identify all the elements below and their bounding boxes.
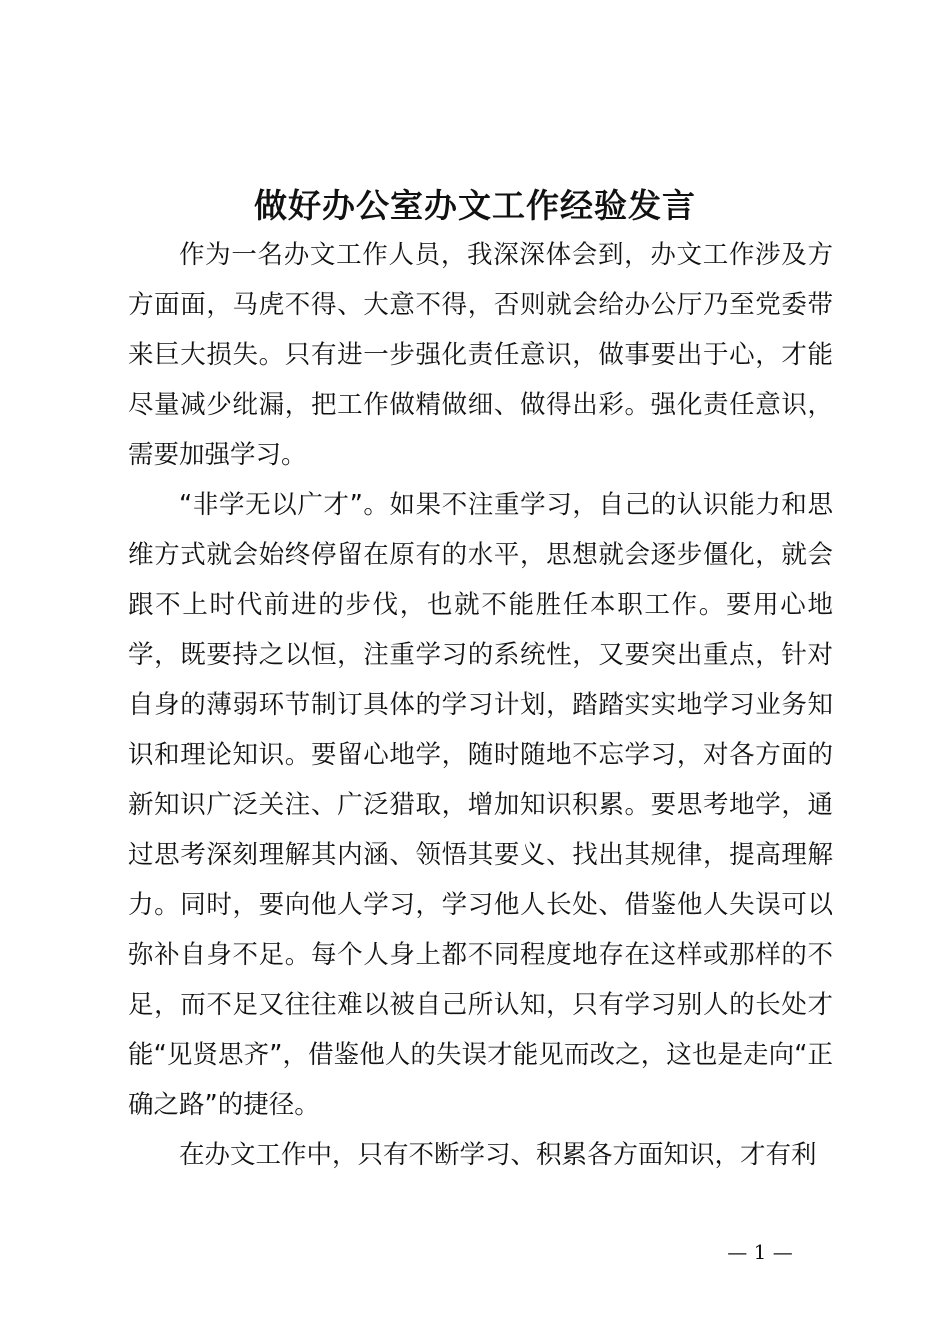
page-number: — 1 —: [727, 1240, 793, 1264]
document-body: [128, 230, 833, 1180]
paragraph-2: “非学无以广才”。如果不注重学习，自己的认识能力和思维方式就会始终停留在原有的水平，思想就会逐步僵化，就会跟不上时代前进的步伐，也就不能胜任本职工作。要用心地学，既要持之以恒，注重学习的系统性，又要突出重点，针对自身的薄弱环节制订具体的学习计划，踏踏实实地学习业务知识和理论知识。要留心地学，随时随地不忘学习，对各方面的新知识广泛关注、广泛猎取，增加知识积累。要思考地学，通过思考深刻理解其内涵、领悟其要义、找出其规律，提高理解力。同时，要向他人学习，学习他人长处、借鉴他人失误可以弥补自身不足。每个人身上都不同程度地存在这样或那样的不足，而不足又往往难以被自己所认知，只有学习别人的长处才能“见贤思齐”，借鉴他人的失误才能见而改之，这也是走向“正确之路”的捷径。: [128, 490, 833, 1120]
paragraph-3: 在办文工作中，只有不断学习、积累各方面知识，才有利: [179, 1140, 817, 1170]
paragraph-1: 作为一名办文工作人员，我深深体会到，办文工作涉及方方面面，马虎不得、大意不得，否则就会给办公厅乃至党委带来巨大损失。只有进一步强化责任意识，做事要出于心，才能尽量减少纰漏，把工作做精做细、做得出彩。强化责任意识，需要加强学习。: [128, 240, 833, 470]
document-title: 做好办公室办文工作经验发言: [254, 186, 696, 225]
